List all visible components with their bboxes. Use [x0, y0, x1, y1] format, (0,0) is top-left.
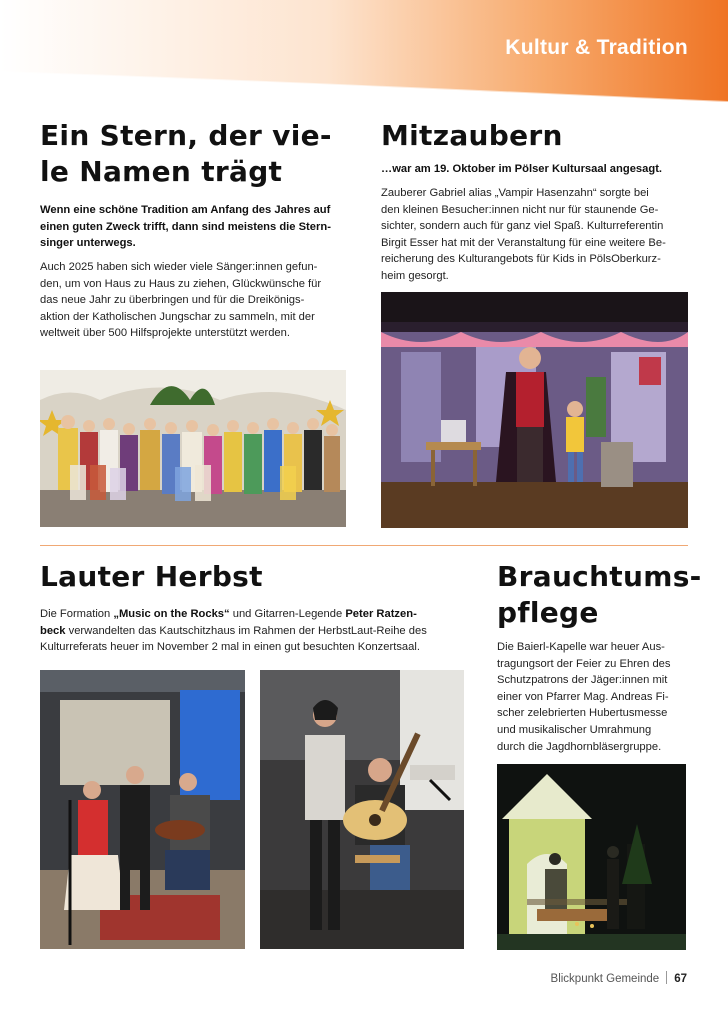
section-label: Kultur & Tradition	[505, 36, 688, 59]
band-name: „Music on the Rocks“	[113, 608, 230, 620]
body-line: heim gesorgt.	[381, 269, 449, 282]
page-footer	[551, 971, 687, 985]
body-line: scher zelebrierten Hubertusmesse	[497, 707, 668, 720]
body-line: durch die Jagdhornbläsergruppe.	[497, 740, 662, 753]
body-line: tragungsort der Feier zu Ehren des	[497, 657, 671, 670]
title-line: Brauchtums-	[497, 560, 702, 593]
article-body-brauchtum	[497, 639, 688, 755]
publication-name: Blickpunkt Gemeinde	[550, 973, 660, 985]
lead-line: einen guten Zweck trifft, dann sind meistens die Stern-	[40, 220, 331, 233]
body-line	[40, 623, 465, 640]
article-body-herbst	[40, 606, 465, 656]
photo-sternsinger-group	[40, 370, 346, 527]
body-line: einer von Pfarrer Mag. Andreas Fi-	[497, 690, 669, 703]
photo-magician-stage	[381, 292, 688, 528]
photo-peter-ratzenbeck	[260, 670, 464, 949]
title-line: le Namen trägt	[40, 155, 283, 188]
lead-line: Wenn eine schöne Tradition am Anfang des Jahres auf	[40, 204, 331, 216]
body-line: Kulturreferats heuer im November 2 mal in einen gut besuchten Konzertsaal.	[40, 641, 420, 654]
artist-name: Peter Ratzen-	[345, 608, 417, 620]
body-line: das neue Jahr zu überbringen und für die Dreikönigs-	[40, 294, 305, 307]
page-number: 67	[674, 973, 687, 985]
body-line: aktion der Katholischen Jungschar zu sammeln, mit der	[40, 310, 315, 323]
title-line: Ein Stern, der vie-	[40, 119, 332, 152]
artist-name-end: beck	[40, 624, 66, 637]
article-lead-sternsinger	[40, 202, 350, 252]
body-line: reicherung des Kulturangebots für Kids in PölsOberkurz-	[381, 253, 661, 266]
body-line: weltweit über 500 Hilfsprojekte unterstützt werden.	[40, 327, 290, 340]
body-line: Schutzpatrons der Jäger:innen mit	[497, 674, 668, 687]
photo-music-on-the-rocks	[40, 670, 245, 949]
article-title-brauchtum	[497, 559, 702, 631]
footer-separator	[666, 971, 667, 984]
body-line: den kleinen Besucher:innen nicht nur für staunende Ge-	[381, 203, 659, 216]
body-text-segment: Die Formation	[40, 608, 114, 620]
section-banner	[0, 0, 728, 110]
body-line: Die Baierl-Kapelle war heuer Aus-	[497, 641, 665, 653]
article-title-mitzaubern: Mitzaubern	[381, 119, 563, 152]
body-line: Auch 2025 haben sich wieder viele Sänger:innen gefun-	[40, 261, 318, 273]
body-line: und musikalischer Umrahmung	[497, 723, 652, 736]
photo-baierl-kapelle	[497, 764, 686, 950]
body-line	[40, 606, 465, 623]
body-line: sichter, sondern auch für ganz viel Spaß. Kulturreferentin	[381, 220, 664, 233]
lead-line: singer unterwegs.	[40, 237, 136, 249]
body-line: Zauberer Gabriel alias „Vampir Hasenzahn“ sorgte bei	[381, 187, 649, 199]
body-line: den, um von Haus zu Haus zu ziehen, Glückwünsche für	[40, 277, 322, 290]
article-title-sternsinger	[40, 118, 340, 190]
article-lead-mitzaubern: …war am 19. Oktober im Pölser Kultursaal angesagt.	[381, 163, 663, 175]
section-divider	[40, 545, 688, 546]
article-body-mitzaubern	[381, 185, 688, 285]
body-text-segment: und Gitarren-Legende	[229, 608, 346, 620]
article-title-herbst: Lauter Herbst	[40, 560, 263, 593]
body-line: Birgit Esser hat mit der Veranstaltung für eine weitere Be-	[381, 236, 666, 249]
title-line: pflege	[497, 596, 599, 629]
body-text-segment: verwandelten das Kautschitzhaus im Rahmen der HerbstLaut-Reihe des	[65, 624, 427, 637]
article-body-sternsinger	[40, 259, 350, 342]
